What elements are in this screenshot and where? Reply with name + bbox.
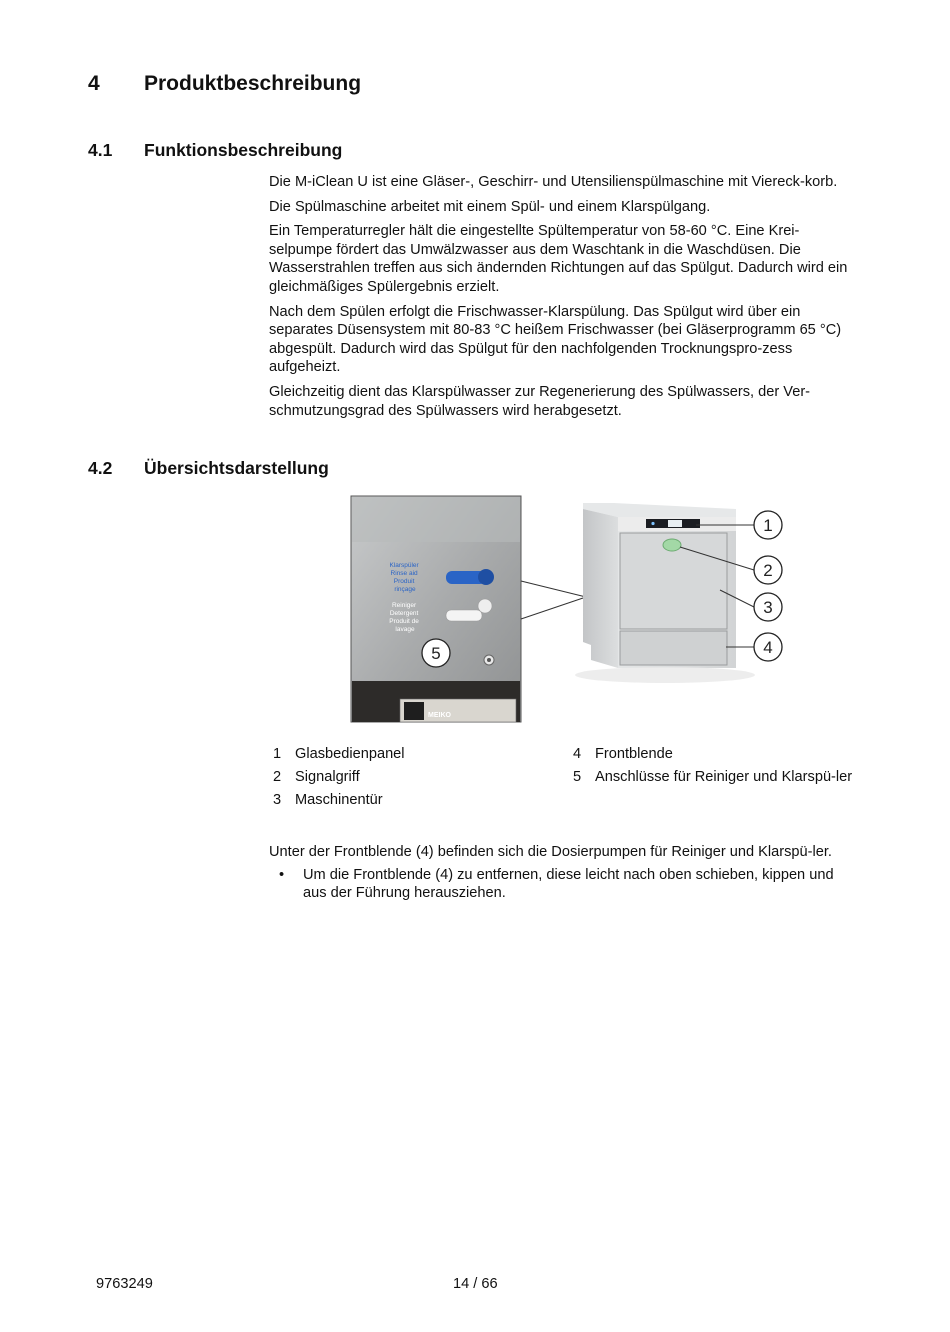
legend-label: Glasbedienpanel bbox=[295, 746, 405, 762]
legend-number: 1 bbox=[273, 746, 282, 762]
page-number: 14 / 66 bbox=[453, 1276, 498, 1292]
label-reiniger: lavage bbox=[395, 626, 415, 633]
callout-number: 5 bbox=[431, 644, 441, 663]
legend-item bbox=[269, 791, 549, 810]
paragraph: Die Spülmaschine arbeitet mit einem Spül- und einem Klarspülgang. bbox=[269, 198, 711, 215]
legend-item bbox=[269, 768, 549, 787]
legend-label: Frontblende bbox=[595, 746, 673, 762]
label-klarspueler: Klarspüler bbox=[389, 562, 419, 569]
note-paragraph: Unter der Frontblende (4) befinden sich die Dosierpumpen für Reiniger und Klarspü-ler. bbox=[269, 844, 832, 860]
brand-logo: MEIKO bbox=[428, 712, 451, 719]
callout-number: 2 bbox=[763, 561, 773, 580]
legend-item bbox=[269, 745, 549, 764]
paragraph: Nach dem Spülen erfolgt die Frischwasser-Klarspülung. Das Spülgut wird über ein separates Düsensystem mit 80-83 °C heißem Frischwasser (bei Gläserprogramm 65 °C) abgespült. Dadurch wird das Spülgut für den nachfolgenden Trocknungspro-zess aufgeheizt. bbox=[269, 303, 842, 376]
connector-line bbox=[521, 581, 586, 597]
label-klarspueler: rinçage bbox=[394, 586, 416, 593]
legend-label: Anschlüsse für Reiniger und Klarspü-ler bbox=[595, 769, 853, 786]
paragraph: Ein Temperaturregler hält die eingestellte Spültemperatur von 58-60 °C. Eine Krei-selpumpe fördert das Umwälzwasser aus dem Waschtank in die Waschdüsen. Die Wasserstrahlen treffen aus sich ändernden Richtungen auf das Spülgut. Dadurch wird ein gleichmäßiges Spülergebnis erzielt. bbox=[269, 223, 848, 295]
connector-line bbox=[521, 597, 586, 619]
section-number: 4.2 bbox=[88, 458, 113, 478]
section-number: 4.1 bbox=[88, 140, 113, 160]
label-reiniger: Produit de bbox=[389, 618, 419, 625]
label-klarspueler: Produit bbox=[393, 578, 415, 585]
legend-right bbox=[569, 745, 865, 791]
legend-label: Maschinentür bbox=[295, 792, 383, 809]
dishwasher-photo bbox=[575, 503, 755, 683]
legend-number: 4 bbox=[573, 746, 582, 762]
paragraph: Gleichzeitig dient das Klarspülwasser zur Regenerierung des Spülwassers, der Ver-schmutzungsgrad des Spülwassers wird herabgesetzt. bbox=[269, 383, 811, 419]
bullet-icon: • bbox=[279, 866, 285, 883]
legend-number: 2 bbox=[273, 769, 282, 786]
legend-label: Signalgriff bbox=[295, 769, 360, 786]
section-title: Funktionsbeschreibung bbox=[144, 140, 343, 160]
chapter-number: 4 bbox=[88, 72, 100, 95]
legend-item bbox=[569, 745, 865, 764]
legend-number: 3 bbox=[273, 792, 282, 809]
machine-illustration bbox=[350, 495, 790, 725]
legend-left bbox=[269, 745, 549, 814]
paragraph: Die M-iClean U ist eine Gläser-, Geschirr- und Utensilienspülmaschine mit Viereck-korb. bbox=[269, 174, 838, 190]
callout-number: 4 bbox=[763, 638, 773, 657]
document-number: 9763249 bbox=[96, 1276, 153, 1292]
function-description bbox=[269, 173, 865, 426]
section-title: Übersichtsdarstellung bbox=[144, 458, 329, 478]
label-reiniger: Detergent bbox=[389, 610, 419, 617]
label-reiniger: Reiniger bbox=[391, 602, 417, 609]
legend-number: 5 bbox=[573, 769, 582, 786]
label-klarspueler: Rinse aid bbox=[390, 570, 418, 577]
callout-number: 1 bbox=[763, 516, 773, 535]
overview-figure bbox=[350, 495, 790, 725]
chapter-title: Produktbeschreibung bbox=[144, 72, 362, 95]
legend-item bbox=[569, 768, 865, 787]
bullet-item bbox=[269, 866, 865, 903]
front-panel-note bbox=[269, 843, 865, 903]
callout-number: 3 bbox=[763, 598, 773, 617]
connection-panel-photo bbox=[351, 496, 521, 722]
bullet-text: Um die Frontblende (4) zu entfernen, diese leicht nach oben schieben, kippen und aus der Führung herausziehen. bbox=[303, 866, 834, 902]
